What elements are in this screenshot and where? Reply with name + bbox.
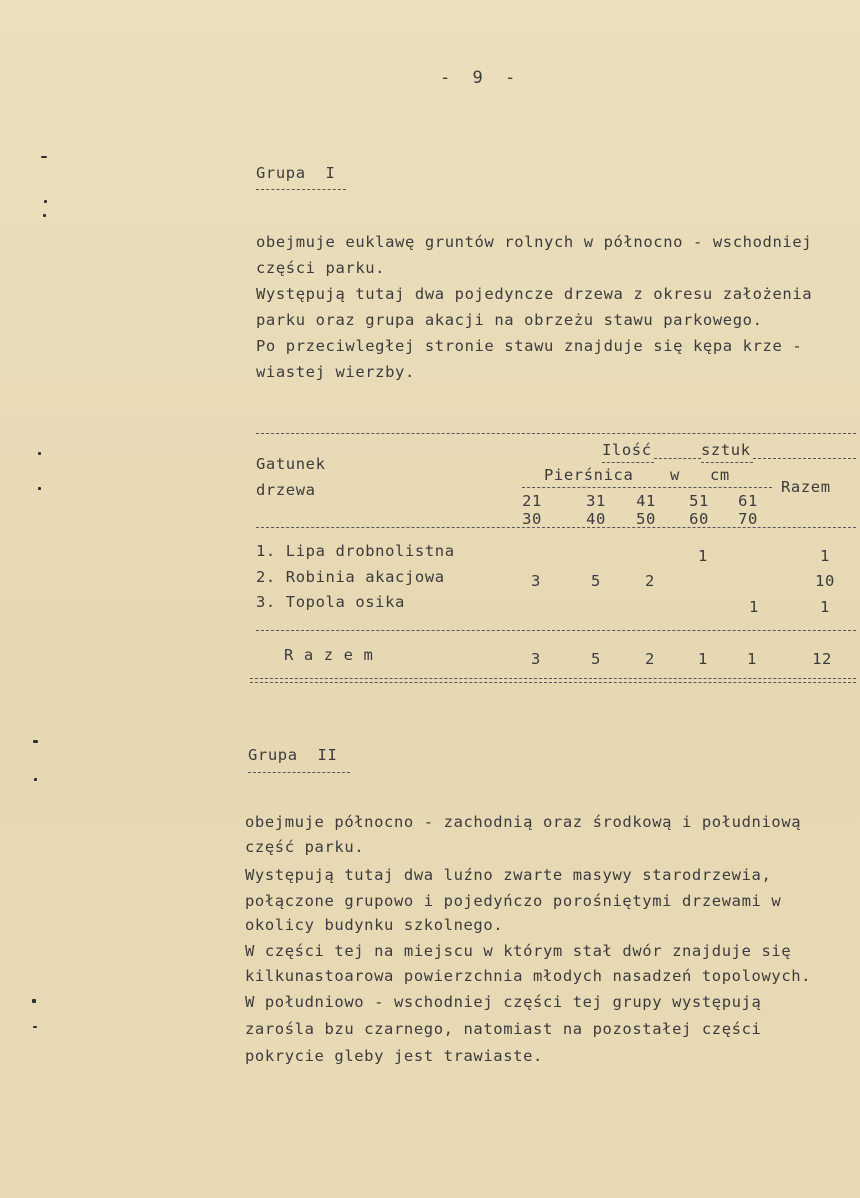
total-label: R a z e m bbox=[284, 646, 374, 664]
text-line: parku oraz grupa akacji na obrzeżu stawu parkowego. bbox=[256, 311, 763, 329]
heading-underline bbox=[256, 189, 346, 190]
margin-mark bbox=[34, 778, 37, 781]
range-bottom: 30 bbox=[522, 510, 542, 528]
sztuk-header: sztuk bbox=[701, 441, 751, 459]
rows-bottom-rule bbox=[256, 630, 856, 631]
cell-41-50: 2 bbox=[645, 572, 655, 590]
text-line: W części tej na miejscu w którym stał dwór znajduje się bbox=[245, 942, 792, 960]
text-line: wiastej wierzby. bbox=[256, 363, 415, 381]
cell-total: 10 bbox=[815, 572, 835, 590]
margin-mark bbox=[32, 999, 36, 1003]
table-top-rule bbox=[256, 433, 856, 434]
cell-51-60: 1 bbox=[698, 547, 708, 565]
table-double-rule bbox=[250, 678, 856, 683]
text-line: połączone grupowo i pojedyńczo porośniętymi drzewami w bbox=[245, 892, 782, 910]
cell-total: 1 bbox=[820, 547, 830, 565]
total-21-30: 3 bbox=[531, 650, 541, 668]
species-name: 2. Robinia akacjowa bbox=[256, 568, 445, 586]
margin-mark bbox=[33, 740, 38, 743]
margin-mark bbox=[43, 214, 46, 217]
cm-header: cm bbox=[710, 466, 730, 484]
range-bottom: 40 bbox=[586, 510, 606, 528]
total-31-40: 5 bbox=[591, 650, 601, 668]
header-bottom-rule bbox=[256, 527, 856, 528]
text-line: Po przeciwległej stronie stawu znajduje się kępa krze - bbox=[256, 337, 803, 355]
razem-header: Razem bbox=[781, 478, 831, 496]
text-line: Występują tutaj dwa pojedyncze drzewa z okresu założenia bbox=[256, 285, 813, 303]
range-bottom: 70 bbox=[738, 510, 758, 528]
text-line: W południowo - wschodniej części tej grupy występują bbox=[245, 993, 762, 1011]
cell-31-40: 5 bbox=[591, 572, 601, 590]
ilosc-header: Ilość bbox=[602, 441, 652, 459]
text-line: pokrycie gleby jest trawiaste. bbox=[245, 1047, 543, 1065]
range-top: 51 bbox=[689, 492, 709, 510]
heading-underline bbox=[248, 772, 350, 773]
range-top: 31 bbox=[586, 492, 606, 510]
text-line: obejmuje północno - zachodnią oraz środkową i południową bbox=[245, 813, 802, 831]
range-top: 41 bbox=[636, 492, 656, 510]
species-name: 3. Topola osika bbox=[256, 593, 405, 611]
text-line: okolicy budynku szkolnego. bbox=[245, 916, 504, 934]
piersnica-header: Pierśnica bbox=[544, 466, 634, 484]
range-top: 61 bbox=[738, 492, 758, 510]
group1-heading: Grupa I bbox=[256, 164, 336, 182]
ilosc-rule bbox=[654, 458, 701, 459]
range-bottom: 50 bbox=[636, 510, 656, 528]
ilosc-underline bbox=[602, 462, 654, 463]
total-51-60: 1 bbox=[698, 650, 708, 668]
margin-mark bbox=[33, 1026, 37, 1028]
total-41-50: 2 bbox=[645, 650, 655, 668]
text-line: zarośla bzu czarnego, natomiast na pozostałej części bbox=[245, 1020, 762, 1038]
total-grand: 12 bbox=[812, 650, 832, 668]
margin-mark bbox=[44, 200, 47, 203]
species-header-line2: drzewa bbox=[256, 481, 316, 499]
margin-mark bbox=[38, 487, 41, 490]
range-top: 21 bbox=[522, 492, 542, 510]
text-line: obejmuje euklawę gruntów rolnych w północno - wschodniej bbox=[256, 233, 813, 251]
margin-mark bbox=[41, 156, 47, 158]
cell-21-30: 3 bbox=[531, 572, 541, 590]
w-header: w bbox=[670, 466, 680, 484]
text-line: część parku. bbox=[245, 838, 365, 856]
cell-61-70: 1 bbox=[749, 598, 759, 616]
species-header-line1: Gatunek bbox=[256, 455, 326, 473]
page-number: - 9 - bbox=[440, 68, 522, 88]
sztuk-underline bbox=[701, 462, 753, 463]
diameter-rule bbox=[522, 487, 772, 488]
range-bottom: 60 bbox=[689, 510, 709, 528]
text-line: kilkunastoarowa powierzchnia młodych nasadzeń topolowych. bbox=[245, 967, 812, 985]
total-61-70: 1 bbox=[747, 650, 757, 668]
cell-total: 1 bbox=[820, 598, 830, 616]
margin-mark bbox=[38, 452, 41, 455]
species-name: 1. Lipa drobnolistna bbox=[256, 542, 455, 560]
group2-heading: Grupa II bbox=[248, 746, 338, 764]
text-line: Występują tutaj dwa luźno zwarte masywy starodrzewia, bbox=[245, 866, 772, 884]
ilosc-rule-right bbox=[753, 458, 856, 459]
text-line: części parku. bbox=[256, 259, 386, 277]
